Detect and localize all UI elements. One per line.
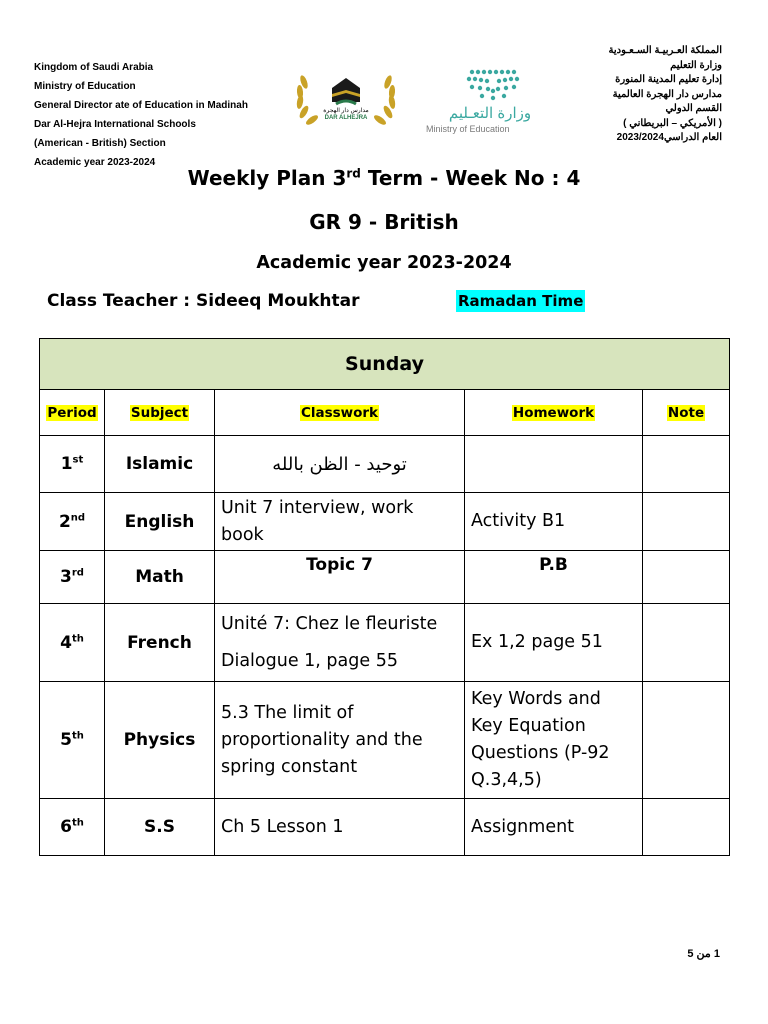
header-classwork: Classwork — [300, 404, 379, 421]
homework-cell: P.B — [465, 551, 643, 604]
homework-cell: Activity B1 — [465, 493, 643, 551]
day-label: Sunday — [40, 339, 730, 390]
classwork-cell: Ch 5 Lesson 1 — [215, 799, 465, 856]
period-cell — [40, 604, 105, 682]
title-part: Weekly Plan 3 — [187, 166, 347, 190]
day-row — [40, 339, 730, 390]
period-cell — [40, 799, 105, 856]
grade-title: GR 9 - British — [309, 210, 459, 234]
header-cell — [40, 390, 105, 436]
note-cell — [643, 682, 730, 799]
period-number: 1 — [60, 454, 73, 474]
page-number: 1 من 5 — [687, 948, 720, 960]
period-cell — [40, 436, 105, 493]
subject-cell: Physics — [105, 682, 215, 799]
header-left-line: General Director ate of Education in Madinah — [34, 100, 248, 111]
header-cell — [105, 390, 215, 436]
note-cell — [643, 493, 730, 551]
weekly-plan-table — [39, 338, 730, 856]
subject-cell: French — [105, 604, 215, 682]
dar-alhejra-logo — [292, 68, 400, 130]
page-title — [0, 166, 768, 190]
header-right-line: مدارس دار الهجرة العالمية — [612, 88, 722, 100]
header-right-line: وزارة التعليم — [670, 59, 722, 71]
period-number: 2 — [58, 511, 71, 532]
moe-logo-text-en: Ministry of Education — [426, 124, 510, 134]
moe-logo-text-ar: وزارة التعـليم — [448, 105, 532, 122]
header-period: Period — [47, 404, 97, 421]
header-left-line: Kingdom of Saudi Arabia — [34, 62, 154, 73]
classwork-line: Dialogue 1, page 55 — [221, 650, 398, 671]
header-homework: Homework — [512, 404, 595, 421]
subject-cell: Math — [105, 551, 215, 604]
hejra-logo-text-en: DAR ALHEJRA — [324, 115, 368, 121]
header-left — [34, 58, 248, 172]
classwork-cell: Unit 7 interview, work book — [215, 493, 465, 551]
table-row — [40, 604, 730, 682]
header-right-line: العام الدراسي2023/2024 — [616, 132, 722, 143]
title-superscript: rd — [346, 166, 361, 181]
header-right-line: ( الأمريكي – البريطاني ) — [623, 117, 722, 129]
academic-year-title: Academic year 2023-2024 — [256, 253, 512, 273]
header-subject: Subject — [130, 404, 189, 421]
period-number: 6 — [60, 817, 72, 837]
homework-cell: Assignment — [465, 799, 643, 856]
subject-cell: S.S — [105, 799, 215, 856]
header-left-line: (American - British) Section — [34, 138, 166, 149]
subject-cell: English — [105, 493, 215, 551]
header-right-line: إدارة تعليم المدينة المنورة — [615, 74, 722, 85]
title-part: Term - Week No : 4 — [360, 166, 581, 190]
period-number: 3 — [60, 567, 72, 587]
period-number: 4 — [60, 632, 72, 653]
hejra-logo-text-ar: مدارس دار الهجرة — [323, 108, 369, 114]
classwork-cell: 5.3 The limit of proportionality and the spring constant — [215, 682, 465, 799]
header-left-line: Academic year 2023-2024 — [34, 157, 156, 168]
table-row — [40, 682, 730, 799]
classwork-cell — [215, 604, 465, 682]
note-cell — [643, 799, 730, 856]
header-note: Note — [667, 404, 705, 421]
table-row — [40, 551, 730, 604]
header-cell — [643, 390, 730, 436]
table-row — [40, 799, 730, 856]
header-left-line: Ministry of Education — [34, 81, 136, 92]
period-suffix: nd — [70, 511, 86, 523]
ministry-of-education-logo — [424, 66, 556, 138]
note-cell — [643, 551, 730, 604]
period-number: 5 — [60, 730, 72, 750]
homework-cell: Ex 1,2 page 51 — [465, 604, 643, 682]
note-cell — [643, 436, 730, 493]
period-suffix: st — [72, 454, 84, 466]
class-teacher: Class Teacher : Sideeq Moukhtar — [47, 291, 360, 311]
header-right — [592, 44, 722, 146]
ramadan-badge: Ramadan Time — [458, 292, 584, 310]
period-cell — [40, 551, 105, 604]
homework-cell — [465, 436, 643, 493]
header-row — [40, 390, 730, 436]
header-cell — [465, 390, 643, 436]
period-cell — [40, 682, 105, 799]
header-cell — [215, 390, 465, 436]
period-suffix: th — [71, 730, 84, 742]
header-left-line: Dar Al-Hejra International Schools — [34, 119, 196, 130]
classwork-line: Unité 7: Chez le fleuriste — [221, 613, 438, 634]
homework-cell: Key Words and Key Equation Questions (P-92 Q.3,4,5) — [465, 682, 643, 799]
period-cell — [40, 493, 105, 551]
table-row — [40, 436, 730, 493]
note-cell — [643, 604, 730, 682]
classwork-cell: Topic 7 — [215, 551, 465, 604]
header-right-line: القسم الدولي — [665, 103, 722, 114]
period-suffix: rd — [71, 567, 84, 579]
classwork-cell: توحيد - الظن بالله — [215, 436, 465, 493]
subject-cell: Islamic — [105, 436, 215, 493]
period-suffix: th — [71, 632, 84, 644]
table-row — [40, 493, 730, 551]
period-suffix: th — [71, 817, 84, 829]
header-right-line: المملكة العـربيـة السـعـودية — [608, 45, 722, 56]
